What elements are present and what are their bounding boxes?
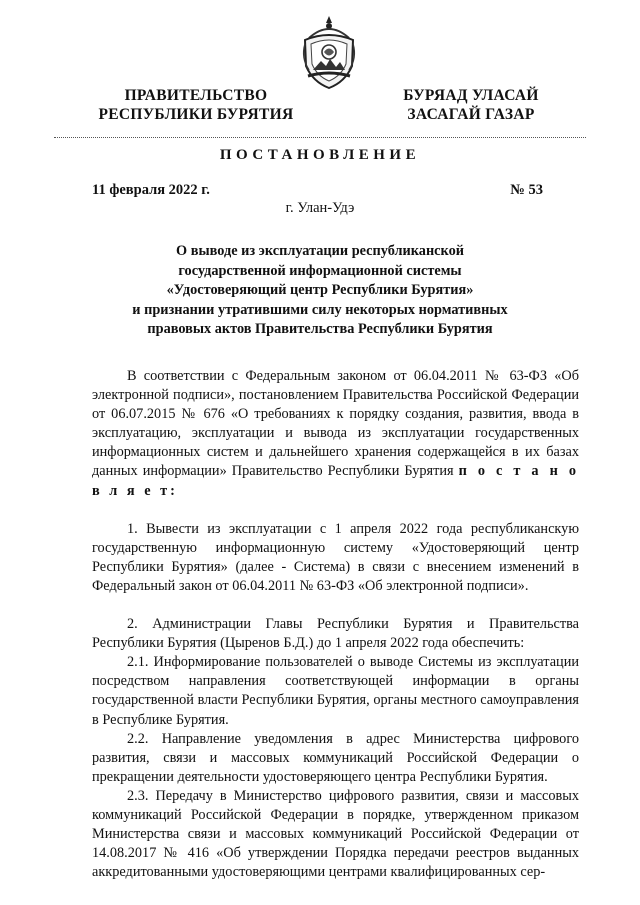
document-heading [100, 242, 540, 340]
paragraph-1: 1. Вывести из эксплуатации с 1 апреля 2022 года республиканскую государственную информационную систему «Удостоверяющий центр Республики Бурятия» (далее - Система) в связи с внесением изменений в Федеральный закон от 06.04.2011 № 63-ФЗ «Об электронной подписи». [92, 520, 579, 594]
heading-line: «Удостоверяющий центр Республики Бурятия» [166, 282, 474, 298]
heading-line: правовых актов Правительства Республики Бурятия [147, 321, 493, 337]
header-divider [54, 137, 586, 138]
government-name-buryat: БУРЯАД УЛАСАЙ ЗАСАГАЙ ГАЗАР [403, 87, 539, 123]
document-city: г. Улан-Удэ [285, 200, 355, 216]
heading-line: О выводе из эксплуатации республиканской [176, 243, 464, 259]
preamble-paragraph: В соответствии с Федеральным законом от 06.04.2011 № 63-ФЗ «Об электронной подписи», постановлением Правительства Российской Федерации от 06.07.2015 № 676 «О требованиях к порядку создания, развития, ввода в эксплуатацию, эксплуатации и вывода из эксплуатации государственных информационных систем и дальнейшего хранения содержащейся в их базах данных информации» Правительство Республики Бурятия п о с т а н о в л я е т: [92, 368, 580, 499]
document-date: 11 февраля 2022 г. [92, 182, 210, 198]
heading-line: и признании утратившими силу некоторых нормативных [132, 301, 508, 318]
resolves-word: п о с т а н о в л я е т: [92, 463, 580, 499]
paragraph-2-2: 2.2. Направление уведомления в адрес Министерства цифрового развития, связи и массовых коммуникаций Российской Федерации о прекращении деятельности удостоверяющего центра Республики Бурятия. [92, 730, 579, 785]
document-type: ПОСТАНОВЛЕНИЕ [219, 147, 421, 163]
document-number: № 53 [510, 182, 543, 198]
paragraph-2-1: 2.1. Информирование пользователей о выводе Системы из эксплуатации посредством направления соответствующей информации в органы государственной власти Республики Бурятия, органы местного самоуправления в Республике Бурятия. [92, 654, 579, 728]
government-name-russian: ПРАВИТЕЛЬСТВО РЕСПУБЛИКИ БУРЯТИЯ [98, 87, 294, 123]
coat-of-arms-icon [299, 14, 359, 90]
paragraph-2-3: 2.3. Передачу в Министерство цифрового развития, связи и массовых коммуникаций Российской Федерации в порядке, утвержденном приказом Министерства связи и массовых коммуникаций Российской Федерации от 14.08.2017 № 416 «Об утверждении Порядка передачи реестров выданных аккредитованными удостоверяющими центрами квалифицированных сер- [92, 787, 579, 881]
heading-line: государственной информационной системы [178, 262, 462, 279]
paragraph-2: 2. Администрации Главы Республики Бурятия и Правительства Республики Бурятия (Цыренов Б.Д.) до 1 апреля 2022 года обеспечить: [92, 616, 579, 652]
document-body [92, 367, 579, 882]
